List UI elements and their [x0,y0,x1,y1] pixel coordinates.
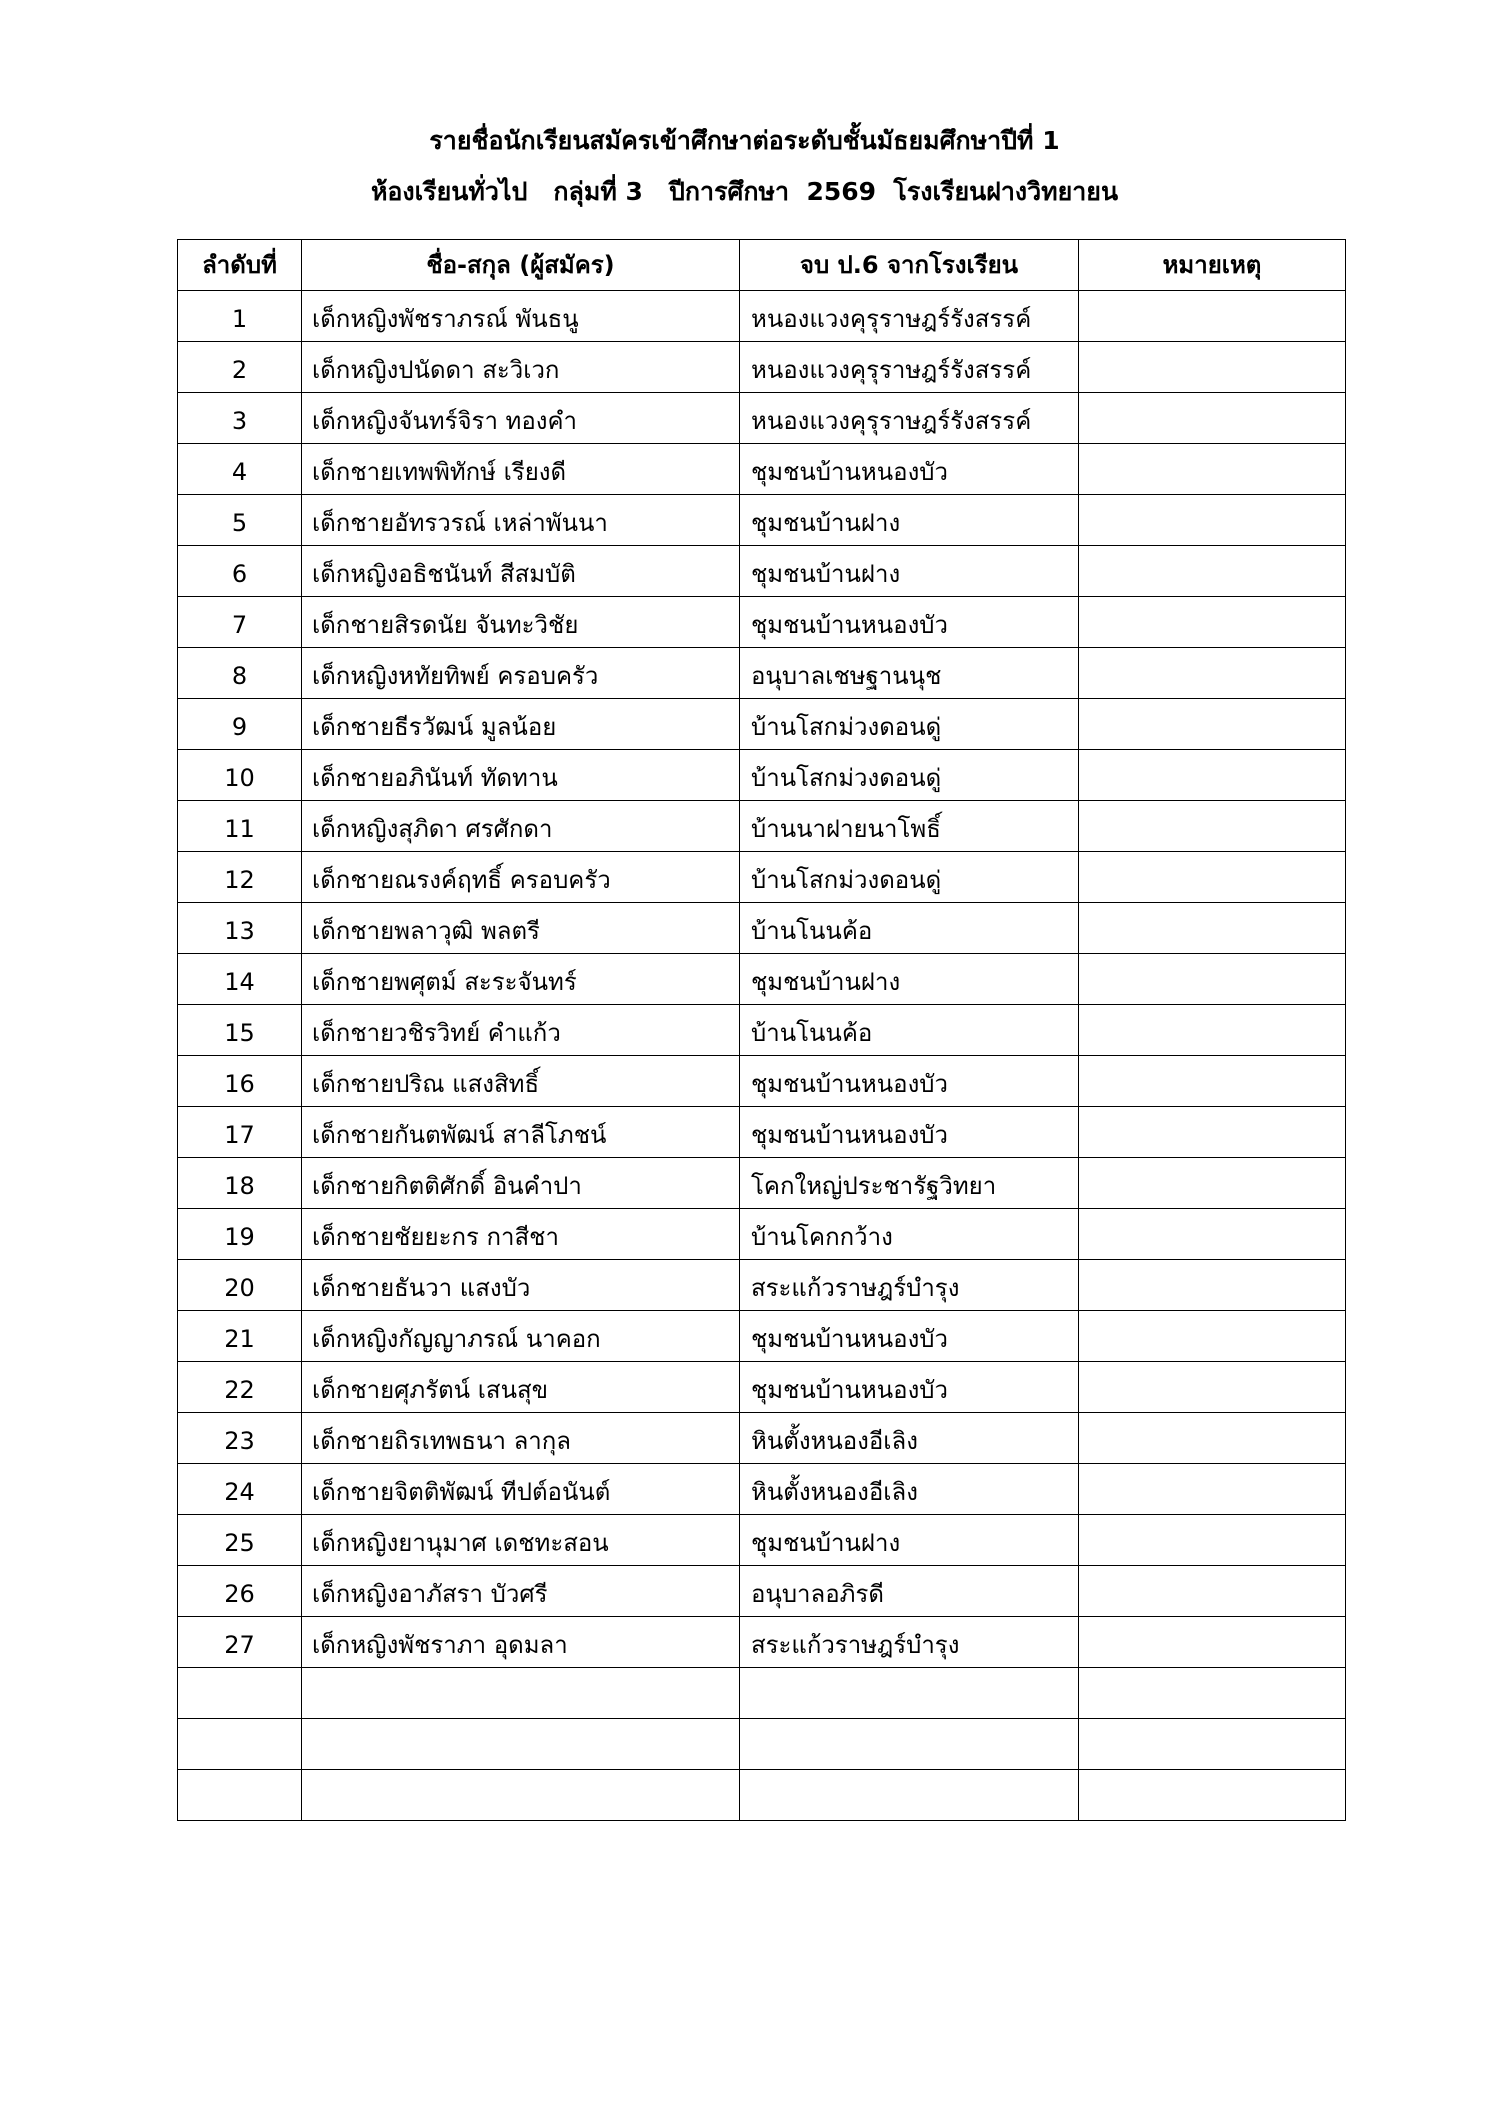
cell-name: เด็กชายเทพพิทักษ์ เรียงดี [302,444,740,495]
cell-note [1079,1719,1346,1770]
cell-school: ชุมชนบ้านหนองบัว [740,444,1079,495]
cell-name: เด็กหญิงปนัดดา สะวิเวก [302,342,740,393]
table-row [178,1005,1346,1056]
cell-school: ชุมชนบ้านฝาง [740,1515,1079,1566]
table-row [178,1668,1346,1719]
cell-note [1079,1362,1346,1413]
cell-note [1079,1260,1346,1311]
table-row [178,597,1346,648]
cell-name: เด็กชายธีรวัฒน์ มูลน้อย [302,699,740,750]
cell-school: หนองแวงคุรุราษฎร์รังสรรค์ [740,393,1079,444]
cell-no: 6 [178,546,302,597]
table-row [178,393,1346,444]
cell-note [1079,342,1346,393]
cell-no [178,1770,302,1821]
table-row [178,1464,1346,1515]
cell-note [1079,1464,1346,1515]
cell-name: เด็กชายกิตติศักดิ์ อินคำปา [302,1158,740,1209]
cell-note [1079,291,1346,342]
cell-name: เด็กชายถิรเทพธนา ลากุล [302,1413,740,1464]
cell-no: 18 [178,1158,302,1209]
document-title: รายชื่อนักเรียนสมัครเข้าศึกษาต่อระดับชั้นมัธยมศึกษาปีที่ 1 [429,126,1060,155]
cell-note [1079,495,1346,546]
cell-no [178,1719,302,1770]
cell-note [1079,1770,1346,1821]
cell-note [1079,903,1346,954]
header-no: ลำดับที่ [178,240,302,291]
cell-note [1079,546,1346,597]
cell-no: 7 [178,597,302,648]
cell-note [1079,597,1346,648]
cell-no: 5 [178,495,302,546]
cell-note [1079,750,1346,801]
cell-school: บ้านโนนค้อ [740,1005,1079,1056]
table-body [178,291,1346,1821]
table-row [178,291,1346,342]
table-row [178,699,1346,750]
cell-no: 24 [178,1464,302,1515]
cell-no: 15 [178,1005,302,1056]
table-row [178,546,1346,597]
cell-school: อนุบาลอภิรดี [740,1566,1079,1617]
cell-name: เด็กหญิงจันทร์จิรา ทองคำ [302,393,740,444]
table-row [178,1260,1346,1311]
cell-school [740,1668,1079,1719]
header-name: ชื่อ-สกุล (ผู้สมัคร) [302,240,740,291]
table-row [178,1209,1346,1260]
cell-note [1079,648,1346,699]
table-row [178,444,1346,495]
cell-school: ชุมชนบ้านฝาง [740,495,1079,546]
cell-note [1079,1617,1346,1668]
cell-school: บ้านโนนค้อ [740,903,1079,954]
table-header-row [178,240,1346,291]
table-row [178,1107,1346,1158]
cell-name: เด็กหญิงสุภิดา ศรศักดา [302,801,740,852]
cell-name: เด็กชายพศุตม์ สะระจันทร์ [302,954,740,1005]
cell-name: เด็กหญิงพัชราภรณ์ พันธนู [302,291,740,342]
cell-no: 8 [178,648,302,699]
cell-name [302,1668,740,1719]
table-row [178,495,1346,546]
table-row [178,1311,1346,1362]
cell-no: 17 [178,1107,302,1158]
cell-school: ชุมชนบ้านหนองบัว [740,1107,1079,1158]
table-row [178,903,1346,954]
cell-school: บ้านนาฝายนาโพธิ์ [740,801,1079,852]
cell-no: 26 [178,1566,302,1617]
cell-school: หนองแวงคุรุราษฎร์รังสรรค์ [740,342,1079,393]
cell-school: บ้านโคกกว้าง [740,1209,1079,1260]
table-row [178,750,1346,801]
cell-note [1079,1005,1346,1056]
cell-name: เด็กหญิงยานุมาศ เดชทะสอน [302,1515,740,1566]
cell-school: อนุบาลเชษฐานนุช [740,648,1079,699]
table-row [178,1617,1346,1668]
cell-name [302,1719,740,1770]
cell-no: 3 [178,393,302,444]
cell-name: เด็กหญิงหทัยทิพย์ ครอบครัว [302,648,740,699]
table-row [178,1515,1346,1566]
table-row [178,1719,1346,1770]
cell-school: หินตั้งหนองอีเลิง [740,1464,1079,1515]
cell-name: เด็กหญิงกัญญาภรณ์ นาคอก [302,1311,740,1362]
cell-name: เด็กชายณรงค์ฤทธิ์ ครอบครัว [302,852,740,903]
cell-no: 14 [178,954,302,1005]
cell-no: 13 [178,903,302,954]
cell-no: 19 [178,1209,302,1260]
cell-school: สระแก้วราษฎร์บำรุง [740,1617,1079,1668]
cell-no: 12 [178,852,302,903]
cell-name: เด็กชายวชิรวิทย์ คำแก้ว [302,1005,740,1056]
cell-school: บ้านโสกม่วงดอนดู่ [740,699,1079,750]
cell-no: 1 [178,291,302,342]
cell-no: 20 [178,1260,302,1311]
cell-note [1079,1056,1346,1107]
cell-school: สระแก้วราษฎร์บำรุง [740,1260,1079,1311]
cell-name: เด็กชายชัยยะกร กาสีชา [302,1209,740,1260]
cell-note [1079,444,1346,495]
cell-note [1079,852,1346,903]
table-row [178,1770,1346,1821]
cell-school: โคกใหญ่ประชารัฐวิทยา [740,1158,1079,1209]
cell-school [740,1719,1079,1770]
cell-note [1079,1209,1346,1260]
cell-school: ชุมชนบ้านหนองบัว [740,1311,1079,1362]
cell-name [302,1770,740,1821]
cell-note [1079,1515,1346,1566]
cell-name: เด็กหญิงอธิชนันท์ สีสมบัติ [302,546,740,597]
document-subtitle: ห้องเรียนทั่วไป กลุ่มที่ 3 ปีการศึกษา 2569 โรงเรียนฝางวิทยายน [370,177,1119,206]
applicant-table [177,239,1346,1821]
cell-school: บ้านโสกม่วงดอนดู่ [740,750,1079,801]
cell-name: เด็กหญิงพัชราภา อุดมลา [302,1617,740,1668]
cell-note [1079,699,1346,750]
table-row [178,1362,1346,1413]
table-row [178,852,1346,903]
cell-name: เด็กชายอัทรวรณ์ เหล่าพันนา [302,495,740,546]
cell-school: ชุมชนบ้านหนองบัว [740,597,1079,648]
cell-no: 10 [178,750,302,801]
cell-note [1079,1413,1346,1464]
cell-school: หนองแวงคุรุราษฎร์รังสรรค์ [740,291,1079,342]
cell-no: 27 [178,1617,302,1668]
cell-school [740,1770,1079,1821]
table-row [178,1056,1346,1107]
cell-name: เด็กชายศุภรัตน์ เสนสุข [302,1362,740,1413]
cell-no: 16 [178,1056,302,1107]
table-row [178,954,1346,1005]
cell-no: 22 [178,1362,302,1413]
cell-no: 2 [178,342,302,393]
cell-no: 25 [178,1515,302,1566]
cell-school: ชุมชนบ้านหนองบัว [740,1056,1079,1107]
cell-name: เด็กชายกันตพัฒน์ สาลีโภชน์ [302,1107,740,1158]
table-row [178,801,1346,852]
cell-no: 21 [178,1311,302,1362]
cell-school: ชุมชนบ้านหนองบัว [740,1362,1079,1413]
cell-no: 9 [178,699,302,750]
table-row [178,1413,1346,1464]
header-note: หมายเหตุ [1079,240,1346,291]
table-row [178,342,1346,393]
cell-name: เด็กหญิงอาภัสรา บัวศรี [302,1566,740,1617]
cell-name: เด็กชายธันวา แสงบัว [302,1260,740,1311]
cell-name: เด็กชายพลาวุฒิ พลตรี [302,903,740,954]
cell-note [1079,1158,1346,1209]
cell-school: หินตั้งหนองอีเลิง [740,1413,1079,1464]
cell-school: บ้านโสกม่วงดอนดู่ [740,852,1079,903]
cell-school: ชุมชนบ้านฝาง [740,954,1079,1005]
cell-name: เด็กชายจิตติพัฒน์ ทีปต์อนันต์ [302,1464,740,1515]
cell-note [1079,801,1346,852]
cell-name: เด็กชายปริณ แสงสิทธิ์ [302,1056,740,1107]
table-row [178,648,1346,699]
cell-no: 4 [178,444,302,495]
cell-note [1079,393,1346,444]
cell-no: 23 [178,1413,302,1464]
cell-no: 11 [178,801,302,852]
header-school: จบ ป.6 จากโรงเรียน [740,240,1079,291]
cell-name: เด็กชายสิรดนัย จันทะวิชัย [302,597,740,648]
cell-name: เด็กชายอภินันท์ ทัดทาน [302,750,740,801]
cell-no [178,1668,302,1719]
cell-school: ชุมชนบ้านฝาง [740,546,1079,597]
cell-note [1079,1668,1346,1719]
table-row [178,1566,1346,1617]
cell-note [1079,1566,1346,1617]
table-row [178,1158,1346,1209]
cell-note [1079,1311,1346,1362]
cell-note [1079,1107,1346,1158]
cell-note [1079,954,1346,1005]
